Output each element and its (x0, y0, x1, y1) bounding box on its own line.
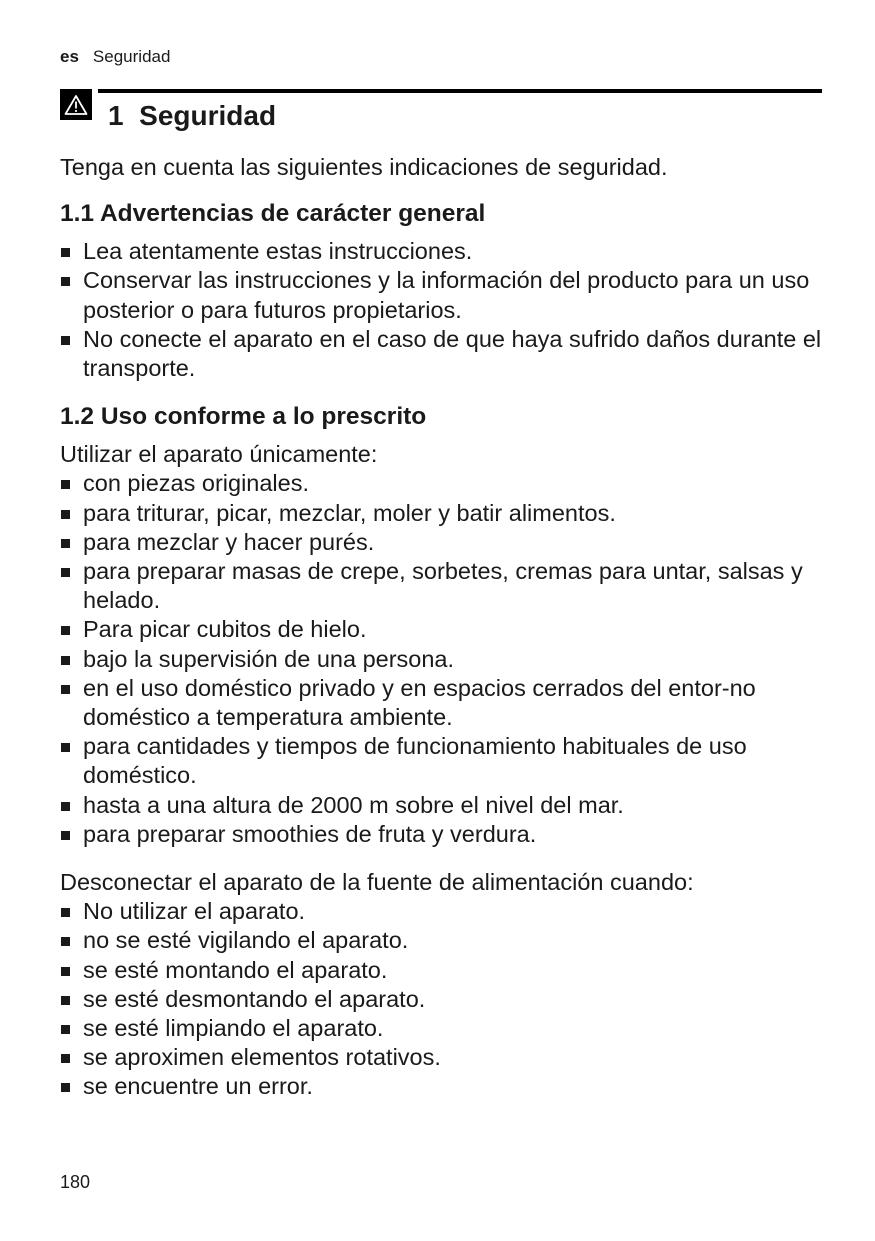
list-item: para preparar masas de crepe, sorbetes, cremas para untar, salsas y helado. (60, 557, 830, 615)
list-item: para preparar smoothies de fruta y verdura. (60, 820, 830, 849)
disconnect-list (60, 897, 830, 1101)
list-item: No conecte el aparato en el caso de que haya sufrido daños durante el transporte. (60, 325, 830, 383)
general-warnings-list (60, 237, 830, 383)
intro-text: Tenga en cuenta las siguientes indicaciones de seguridad. (60, 154, 668, 180)
disconnect-lead: Desconectar el aparato de la fuente de alimentación cuando: (60, 869, 694, 896)
section-heading-general-warnings: 1.1 Advertencias de carácter general (60, 200, 486, 228)
list-item: no se esté vigilando el aparato. (60, 926, 830, 955)
language-code: es (60, 47, 79, 66)
list-item: No utilizar el aparato. (60, 897, 830, 926)
list-item: se aproximen elementos rotativos. (60, 1043, 830, 1072)
page-number: 180 (60, 1172, 91, 1192)
intended-use-lead: Utilizar el aparato únicamente: (60, 441, 378, 468)
list-item: para triturar, picar, mezclar, moler y batir alimentos. (60, 499, 830, 528)
list-item: hasta a una altura de 2000 m sobre el nivel del mar. (60, 791, 830, 820)
intended-use-list (60, 469, 830, 849)
warning-triangle-icon (60, 89, 92, 120)
running-header (60, 47, 170, 67)
chapter-number: 1 (108, 100, 124, 131)
section-heading-intended-use: 1.2 Uso conforme a lo prescrito (60, 403, 427, 431)
heading-rule (98, 89, 822, 93)
list-item: Para picar cubitos de hielo. (60, 615, 830, 644)
content (60, 153, 830, 1102)
list-item: se esté montando el aparato. (60, 956, 830, 985)
list-item: se esté limpiando el aparato. (60, 1014, 830, 1043)
list-item: para mezclar y hacer purés. (60, 528, 830, 557)
list-item: Lea atentamente estas instrucciones. (60, 237, 830, 266)
section-name: Seguridad (92, 47, 171, 66)
list-item: se encuentre un error. (60, 1072, 830, 1101)
list-item: para cantidades y tiempos de funcionamiento habituales de uso doméstico. (60, 732, 830, 790)
list-item: con piezas originales. (60, 469, 830, 498)
chapter-heading (60, 88, 822, 138)
list-item: se esté desmontando el aparato. (60, 985, 830, 1014)
page-title (108, 100, 276, 132)
list-item: bajo la supervisión de una persona. (60, 645, 830, 674)
chapter-title: Seguridad (139, 100, 277, 131)
list-item: en el uso doméstico privado y en espacios cerrados del entor-no doméstico a temperatura ambiente. (60, 674, 830, 732)
list-item: Conservar las instrucciones y la información del producto para un uso posterior o para futuros propietarios. (60, 266, 830, 324)
